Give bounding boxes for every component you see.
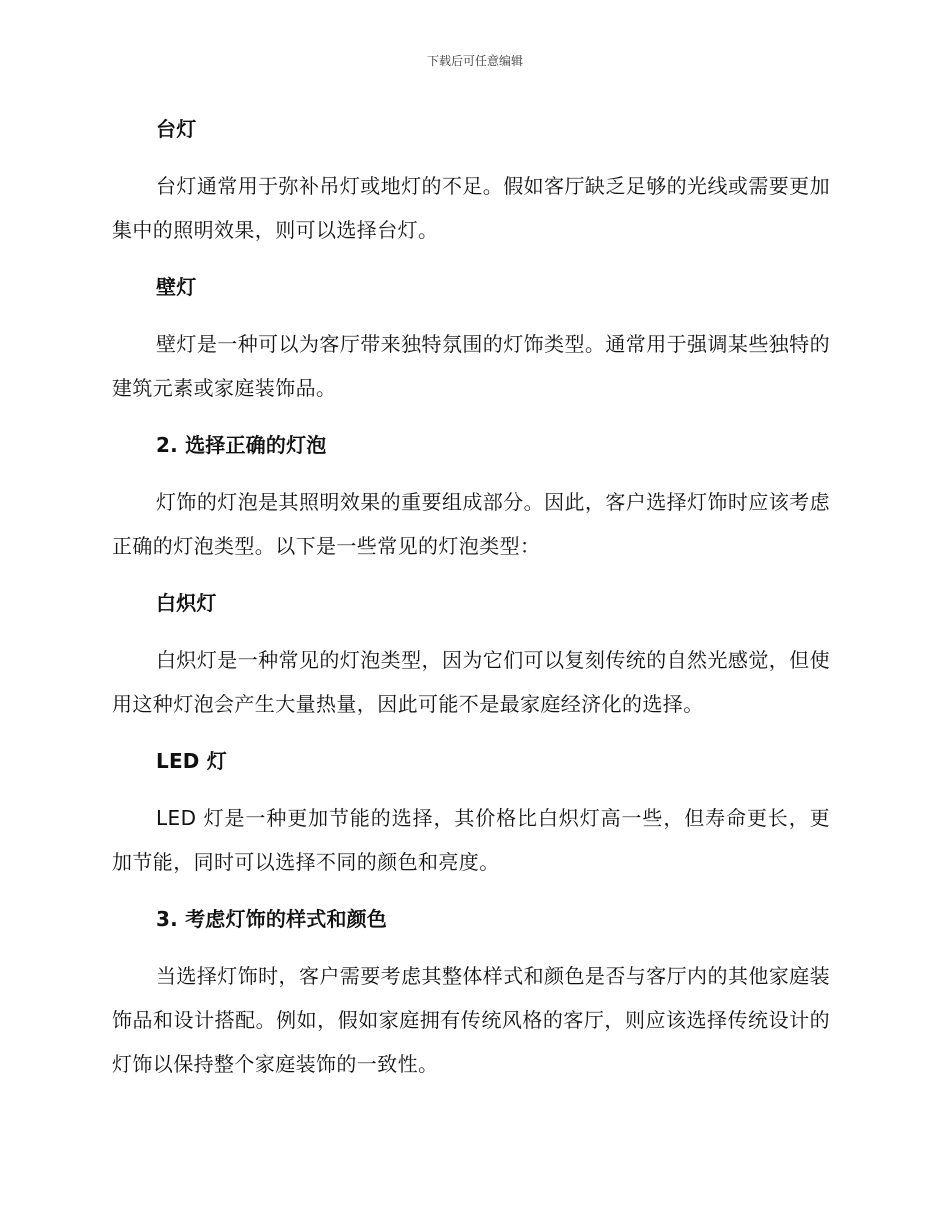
section-table-lamp [112,112,830,270]
section-wall-lamp [112,270,830,428]
section-heading: 白炽灯 [156,591,217,615]
section-paragraph: 台灯通常用于弥补吊灯或地灯的不足。假如客厅缺乏足够的光线或需要更加集中的照明效果，则可以选择台灯。 [112,174,830,242]
section-choose-bulb [112,428,830,586]
document-body [112,112,830,1086]
section-heading: 台灯 [156,117,197,141]
section-paragraph: LED 灯是一种更加节能的选择，其价格比白炽灯高一些，但寿命更长，更加节能，同时可以选择不同的颜色和亮度。 [112,806,830,874]
section-paragraph: 灯饰的灯泡是其照明效果的重要组成部分。因此，客户选择灯饰时应该考虑正确的灯泡类型。以下是一些常见的灯泡类型： [112,490,830,558]
section-heading: 壁灯 [156,275,197,299]
page-header: 下载后可任意编辑 [426,54,523,68]
section-heading: 3. 考虑灯饰的样式和颜色 [156,907,388,931]
section-paragraph: 白炽灯是一种常见的灯泡类型，因为它们可以复刻传统的自然光感觉，但使用这种灯泡会产生大量热量，因此可能不是最家庭经济化的选择。 [112,648,830,716]
section-led [112,744,830,902]
section-style-color [112,902,830,1086]
section-heading: 2. 选择正确的灯泡 [156,433,327,457]
section-heading: LED 灯 [156,749,227,773]
section-incandescent [112,586,830,744]
section-paragraph: 当选择灯饰时，客户需要考虑其整体样式和颜色是否与客厅内的其他家庭装饰品和设计搭配。例如，假如家庭拥有传统风格的客厅，则应该选择传统设计的灯饰以保持整个家庭装饰的一致性。 [112,964,830,1076]
section-paragraph: 壁灯是一种可以为客厅带来独特氛围的灯饰类型。通常用于强调某些独特的建筑元素或家庭装饰品。 [112,332,830,400]
